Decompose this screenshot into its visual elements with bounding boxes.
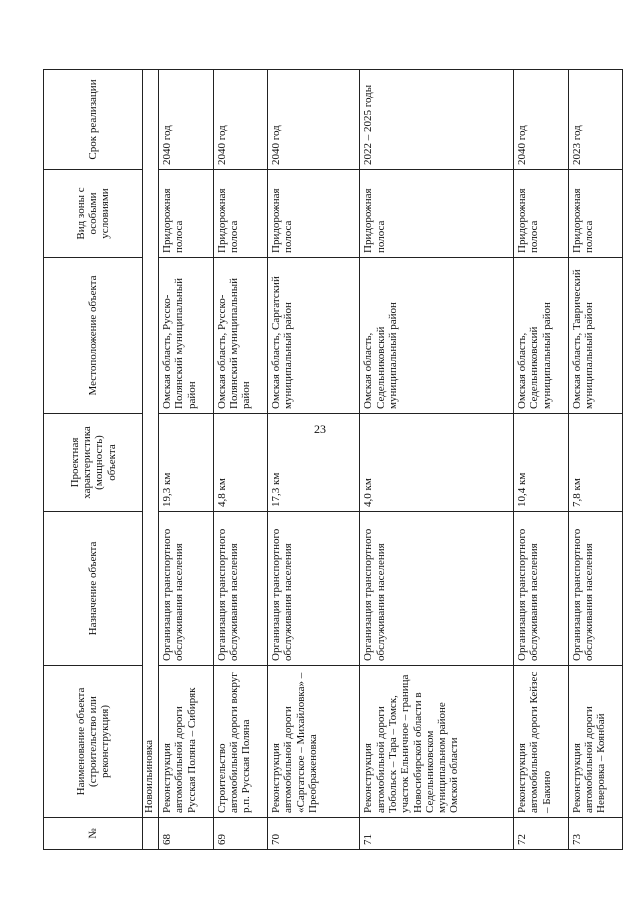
cell-term: 2040 год (213, 70, 267, 170)
header-location: Местоположение объекта (44, 258, 143, 414)
cell-zone: Придорожная полоса (568, 170, 623, 258)
cell-purpose: Организация транспортного обслуживания населения (514, 512, 568, 666)
cell-zone: Придорожная полоса (159, 170, 213, 258)
cell-location: Омская область, Русско-Полянский муниципальный район (159, 258, 213, 414)
cell-purpose: Организация транспортного обслуживания населения (267, 512, 359, 666)
table-subheader-row (143, 70, 159, 850)
cell-num: 70 (267, 818, 359, 850)
cell-name: Реконструкция автомобильной дороги Русская Поляна – Сибиряк (159, 666, 213, 818)
cell-capacity: 7,8 км (568, 414, 623, 512)
objects-table (43, 69, 623, 850)
cell-zone: Придорожная полоса (360, 170, 514, 258)
cell-name: Строительство автомобильной дороги вокруг р.п. Русская Поляна (213, 666, 267, 818)
header-purpose: Назначение объекта (44, 512, 143, 666)
table-row (267, 70, 359, 850)
table-header-row (44, 70, 143, 850)
table-row (568, 70, 623, 850)
cell-location: Омская область, Русско-Полянский муниципальный район (213, 258, 267, 414)
header-zone: Вид зоны с особыми условиями (44, 170, 143, 258)
cell-location: Омская область, Саргатский муниципальный район (267, 258, 359, 414)
cell-purpose: Организация транспортного обслуживания населения (213, 512, 267, 666)
header-name: Наименование объекта (строительство или реконструкция) (44, 666, 143, 818)
cell-location: Омская область, Седельниковский муниципальный район (514, 258, 568, 414)
cell-capacity: 17,3 км (267, 414, 359, 512)
rotated-table-container (43, 70, 623, 850)
subheader-label: Новоильиновка (143, 70, 159, 818)
cell-num: 69 (213, 818, 267, 850)
cell-location: Омская область, Таврический муниципальный район (568, 258, 623, 414)
cell-purpose: Организация транспортного обслуживания населения (360, 512, 514, 666)
cell-name: Реконструкция автомобильной дороги Неверовка – Коянбай (568, 666, 623, 818)
header-num: № (44, 818, 143, 850)
cell-purpose: Организация транспортного обслуживания населения (568, 512, 623, 666)
cell-term: 2040 год (159, 70, 213, 170)
cell-capacity: 19,3 км (159, 414, 213, 512)
page-number: 23 (314, 422, 326, 436)
cell-capacity: 4,0 км (360, 414, 514, 512)
table-row (360, 70, 514, 850)
cell-zone: Придорожная полоса (267, 170, 359, 258)
cell-num: 68 (159, 818, 213, 850)
table-row (514, 70, 568, 850)
cell-num: 71 (360, 818, 514, 850)
table-row (159, 70, 213, 850)
cell-zone: Придорожная полоса (514, 170, 568, 258)
cell-term: 2022 – 2025 годы (360, 70, 514, 170)
subheader-blank (143, 818, 159, 850)
cell-location: Омская область, Седельниковский муниципальный район (360, 258, 514, 414)
cell-purpose: Организация транспортного обслуживания населения (159, 512, 213, 666)
cell-capacity: 4,8 км (213, 414, 267, 512)
cell-term: 2040 год (267, 70, 359, 170)
cell-num: 73 (568, 818, 623, 850)
cell-term: 2023 год (568, 70, 623, 170)
cell-capacity: 10,4 км (514, 414, 568, 512)
table-row (213, 70, 267, 850)
header-capacity: Проектная характеристика (мощность) объекта (44, 414, 143, 512)
cell-zone: Придорожная полоса (213, 170, 267, 258)
cell-name: Реконструкция автомобильной дороги Тобольск – Тара – Томск, участок Ельничное – граница Новосибирской области в Седельниковском муниципальном районе Омской области (360, 666, 514, 818)
cell-term: 2040 год (514, 70, 568, 170)
cell-name: Реконструкция автомобильной дороги Кейзес – Бакино (514, 666, 568, 818)
cell-num: 72 (514, 818, 568, 850)
header-term: Срок реализации (44, 70, 143, 170)
cell-name: Реконструкция автомобильной дороги «Саргатское – Михайловка» – Преображеновка (267, 666, 359, 818)
